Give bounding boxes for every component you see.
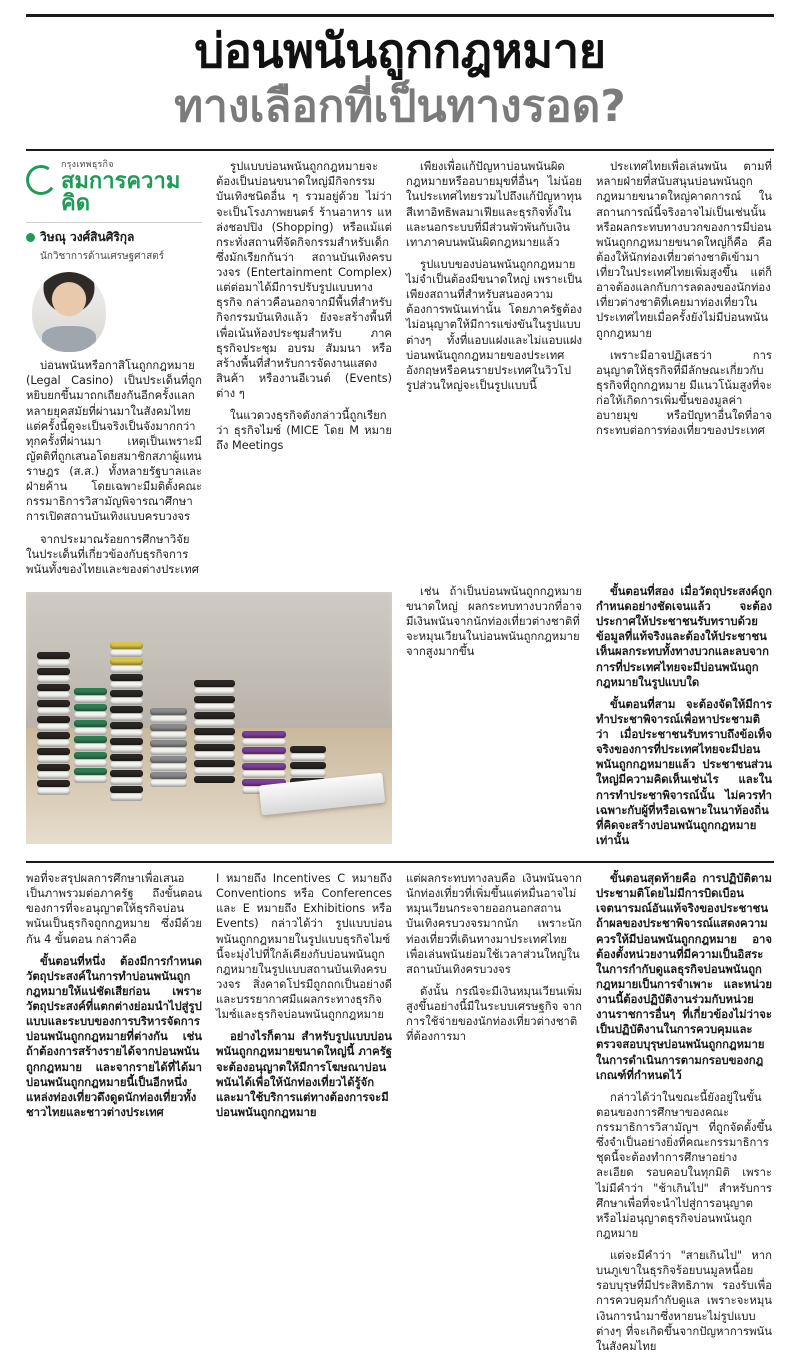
newspaper-page bbox=[0, 14, 800, 1353]
paragraph: บ่อนพนันหรือกาสิโนถูกกฎหมาย (Legal Casino) เป็นประเด็นที่ถูกหยิบยกขึ้นมาถกเถียงกันอีกครั้งแลกหลายยุคสมัยที่ผ่านมาในสังคมไทย แต่ครั้งนี้ดูจะเป็นจริงเป็นจังมากกว่าทุกครั้งที่ผ่านมา เหตุเป็นเพราะมีญัตติที่ถูกเสนอโดยสมาชิกสภาผู้แทนราษฎร (ส.ส.) ทั้งหลายรัฐบาลและฝ่ายค้าน โดยเฉพาะมีมติตั้งคณะกรรมาธิการวิสามัญพิจารณาศึกษาการเปิดสถานบันเทิงแบบครบวงจร bbox=[26, 359, 202, 524]
column-3 bbox=[406, 159, 582, 584]
paragraph: แต่ผลกระทบทางลบคือ เงินพนันจากนักท่องเที่ยวที่เพิ่มขึ้นแต่หมื่นอาจไม่หมุนเวียนกระจายออกนอกสถานบันเทิงครบวงจรมากนัก เพราะนักท่องเที่ยวที่เดินทางมาประเทศไทยเพื่อเล่นพนันย่อมใช้เวลาส่วนใหญ่ในสถานบันเทิงครบวงจร bbox=[406, 872, 582, 976]
paragraph: เช่น ถ้าเป็นบ่อนพนันถูกกฎหมายขนาดใหญ่ ผลกระทบทางบวกที่อาจมีเงินพนันจากนักท่องเที่ยวต่างชาติที่จะหมุนเวียนในบ่อนพนันถูกกฎหมายจากสูงมากขึ้น bbox=[406, 584, 582, 659]
paragraph: รูปแบบของบ่อนพนันถูกกฎหมายไม่จำเป็นต้องมีขนาดใหญ่ เพราะเป็นเพียงสถานที่สำหรับสนองความต้องการพนันเท่านั้น โดยภาครัฐต้องไม่อนุญาตให้มีการแข่งขันในรูปแบบต่างๆ ทั้งที่แอบแฝงและไม่แอบแฝง บ่อนพนันถูกกฎหมายของประเทศอังกฤษหรือคนรายประเทศในวิวโปรูปส่วนใหญ่จะเป็นรูปแบบนี้ bbox=[406, 257, 582, 392]
green-c-logo-icon bbox=[24, 163, 59, 198]
paragraph: กล่าวได้ว่าในขณะนี้ยังอยู่ในขั้นตอนของการศึกษาของคณะกรรมาธิการวิสามัญฯ ที่ถูกจัดตั้งขึ้น ซึ่งจำเป็นอย่างยิ่งที่คณะกรรมาธิการชุดนี้จะต้องทำการศึกษาอย่างละเอียด รอบคอบในทุกมิติ เพราะไม่มีคำว่า "ช้าเกินไป" สำหรับการศึกษาเพื่อที่จะนำไปสู่การอนุญาตหรือไม่อนุญาตธุรกิจบ่อนพนันถูกกฎหมาย bbox=[596, 1090, 772, 1240]
paragraph: ขั้นตอนสุดท้ายคือ การปฏิบัติตามประชามติโดยไม่มีการบิดเบือนเจตนารมณ์อันแท้จริงของประชาชน ถ้าผลของประชาพิจารณ์แสดงความควรให้มีบ่อนพนันถูกกฎหมาย อาจต้องตั้งหน่วยงานที่มีความเป็นอิสระในการกำกับดูแลธุรกิจบ่อนพนันถูกกฎหมายเป็นการจำเพาะ และหน่วยงานนี้ต้องปฏิบัติงานร่วมกับหน่วยงานราชการอื่นๆ ที่เกี่ยวข้องไม่ว่าจะเป็นปฏิบัติงานในการควบคุมและตรวจสอบบุรุษบ่อนพนันถูกกฎหมายในการดำเนินการตามกรอบของกฎเกณฑ์ที่กำหนดไว้ bbox=[596, 872, 772, 1082]
author-row bbox=[26, 222, 202, 247]
column-1 bbox=[26, 159, 202, 584]
avatar bbox=[32, 272, 106, 352]
column-3-lower bbox=[406, 871, 582, 1361]
paragraph: I หมายถึง Incentives C หมายถึง Conventions หรือ Conferences และ E หมายถึง Exhibitions หรือ Events) กล่าวได้ว่า รูปแบบบ่อนพนันถูกกฎหมายในรูปแบบธุรกิจไมซ์นี้จะมุ่งไปที่ใกล้เคียงกับบ่อนพนันถูกกฎหมายในรูปแบบสถานบันเทิงครบวงจร สิ่งคาดโปรมีถูกถกเป็นอย่างดีและบรรยากาศมีแผลกระทางธุรกิจไมซ์และธุรกิจบ่อนพนันถูกกฎหมาย bbox=[216, 872, 392, 1022]
headline-block bbox=[26, 17, 774, 137]
paragraph: เพียงเพื่อแก้ปัญหาบ่อนพนันผิดกฎหมายหรืออบายมุขที่อื่นๆ ไม่น้อยในประเทศไทยรวมไปถึงแก้ปัญหาทุนสีเทาอิทธิพลมาเฟียและธุรกิจทั้งในและนอกระบบที่มีส่วนพัวพันกับเงินเทาภาคบนพนันผิดกฎหมายแล้ว bbox=[406, 160, 582, 249]
column-2-lower bbox=[216, 871, 392, 1361]
casino-chips-photo bbox=[26, 592, 392, 844]
headline-line-1: บ่อนพนันถูกกฎหมาย bbox=[194, 24, 606, 79]
headline-line-2: ทางเลือกที่เป็นทางรอด? bbox=[174, 80, 626, 132]
paragraph: ในแวดวงธุรกิจดังกล่าวนี้ถูกเรียกว่า ธุรกิจไมซ์ (MICE โดย M หมายถึง Meetings bbox=[216, 409, 392, 453]
column-4-body bbox=[596, 159, 772, 438]
paragraph: ดังนั้น กรณีจะมีเงินหมุนเวียนเพิ่มสูงขึ้นอย่างนี้มีในระบบเศรษฐกิจ จากการใช้จ่ายของนักท่องเที่ยวต่างชาติที่ต้องการมา bbox=[406, 984, 582, 1044]
bottom-rule bbox=[26, 861, 774, 863]
paragraph: ขั้นตอนที่สาม จะต้องจัดให้มีการทำประชาพิจารณ์เพื่อหาประชามติว่า เมื่อประชาชนรับทราบถึงข้อเท็จจริงของการที่ประเทศไทยจะมีบ่อนพนันถูกกฎหมายแล้ว ประชาชนส่วนใหญ่มีความคิดเห็นเช่นไร และในการทำประชาพิจารณ์นั้น ไม่ควรทำเฉพาะกับผู้ที่หรือเฉพาะในนาท้องถิ่นที่คิดจะสร้างบ่อนพนันถูกกฎหมายเท่านั้น bbox=[596, 697, 772, 847]
column-4-lower bbox=[596, 871, 772, 1361]
paragraph: จากประมาณร้อยการศึกษาวิจัยในประเด็นที่เกี่ยวข้องกับธุรกิจการพนันทั้งของไทยและของต่างประเทศ bbox=[26, 532, 199, 576]
brand-title: สมการความคิด bbox=[61, 169, 181, 217]
column-4-body-cont bbox=[596, 584, 772, 848]
bullet-icon bbox=[26, 233, 35, 242]
paragraph: ขั้นตอนที่หนึ่ง ต้องมีการกำหนดวัตถุประสงค์ในการทำบ่อนพนันถูกกฎหมายให้แน่ชัดเสียก่อน เพราะวัตถุประสงค์ที่แตกต่างย่อมนำไปสู่รูปแบบและระบบของการบริหารจัดการบ่อนพนันถูกกฎหมายที่ต่างกัน เช่น ถ้าต้องการสร้างรายได้จากบ่อนพนันถูกกฎหมาย และจากรายได้ที่ได้มา บ่อนพนันถูกกฎหมายนี้เป็นอีกหนึ่งแหล่งท่องเที่ยวดึงดูดนักท่องเที่ยวทั้งชาวไทยและชาวต่างประเทศ bbox=[26, 954, 202, 1119]
brand-row bbox=[26, 161, 202, 215]
lower-columns bbox=[26, 871, 774, 1361]
upper-columns bbox=[26, 159, 774, 584]
column-3-body bbox=[406, 159, 582, 393]
paragraph: ขั้นตอนที่สอง เมื่อวัตถุประสงค์ถูกกำหนดอย่างชัดเจนแล้ว จะต้องประกาศให้ประชาชนรับทราบด้วยข้อมูลที่แท้จริงและต้องให้ประชาชนเห็นผลกระทบทั้งทางบวกและลบจากการที่ประเทศไทยจะมีบ่อนพนันถูกกฎหมายในรูปแบบใด bbox=[596, 584, 772, 689]
column-1-lower bbox=[26, 871, 202, 1361]
paragraph: รูปแบบบ่อนพนันถูกกฎหมายจะต้องเป็นบ่อนขนาดใหญ่มีกิจกรรมบันเทิงชนิดอื่น ๆ รวมอยู่ด้วย ไม่ว่าจะเป็นโรงภาพยนตร์ ร้านอาหาร แหล่งชอปปิง (Shopping) หรือแม้แต่กระทั่งสถานที่จัดกิจกรรมสำหรับเด็กซึ่งมักเรียกกันว่า สถานบันเทิงครบวงจร (Entertainment Complex) แต่ต่อมาได้มีการปรับรูปแบบทางธุรกิจ กล่าวคือนอกจากมีพื้นที่สำหรับกิจกรรมบันเทิงแล้ว ยังจะสร้างพื้นที่เพื่อเน้นห้องประชุมสำหรับ ภาคธุรกิจประชุม อบรม สัมมนา หรือสร้างพื้นที่สำหรับการจัดงานแสดงสินค้า หรืองานอีเวนต์ (Events) ต่าง ๆ bbox=[216, 160, 392, 401]
author-title: นักวิชาการด้านเศรษฐศาสตร์ bbox=[40, 251, 165, 263]
paragraph: แต่จะมีคำว่า "สายเกินไป" หากบนภูเขาในธุรกิจร้อยบนมูลหนี้อยรอบบุรุษที่มีประสิทธิภาพ รองรับเพื่อการควบคุมกำกับดูแล เพราะจะหมุนเงินการนำมาซึ่งหายนะไม่รูปแบบต่างๆ ที่จะเกิดขึ้นจากปัญหาการพนันในสังคมไทย bbox=[596, 1249, 772, 1353]
column-2 bbox=[216, 159, 392, 584]
column-1-body bbox=[26, 358, 202, 577]
paragraph: พอที่จะสรุปผลการศึกษาเพื่อเสนอเป็นภาพรวมต่อภาครัฐ ถึงขั้นตอนของการที่จะอนุญาตให้ธุรกิจบ่อนพนันเป็นธุรกิจถูกกฎหมาย ซึ่งมีด้วยกัน 4 ขั้นตอน กล่าวคือ bbox=[26, 872, 202, 946]
paragraph: เพราะมีอาจปฏิเสธว่า การอนุญาตให้ธุรกิจที่มีลักษณะเกี่ยวกับธุรกิจที่ถูกกฎหมาย มีแนวโน้มสูงที่จะก่อให้เกิดการเพิ่มขึ้นของมูลค่าอบายมุข หรือปัญหาอื่นใดที่อาจกระทบต่อการท่องเที่ยวของประเทศ bbox=[596, 348, 772, 438]
column-4 bbox=[596, 159, 772, 584]
paragraph: ประเทศไทยเพื่อเล่นพนัน ตามที่หลายฝ่ายที่สนับสนุนบ่อนพนันถูกกฎหมายขนาดใหญ่คาดการณ์ ในสถานการณ์นี้จริงอาจไม่เป็นเช่นนั้น หรือผลกระทบทางบวกของการมีบ่อนพนันถูกกฎหมายขนาดใหญ่ก็คือ คือต้องให้นักท่องเที่ยวต่างชาติเข้ามาเที่ยวในประเทศไทยเพิ่มสูงขึ้น แต่ก็อาจต้องแลกกับการลดลงของนักท่องเที่ยวต่างชาติที่เคยมาท่องเที่ยวในประเทศไทยเมื่อครั้งยังไม่มีบ่อนพนันถูกกฎหมาย bbox=[596, 160, 772, 340]
masthead bbox=[26, 159, 202, 352]
paragraph: อย่างไรก็ตาม สำหรับรูปแบบบ่อนพนันถูกกฎหมายขนาดใหญ่นี้ ภาครัฐจะต้องอนุญาตให้มีการโฆษณาบ่อนพนันได้เพื่อให้นักท่องเที่ยวได้รู้จักและมาใช้บริการแต่ทางต้องการจะมีบ่อนพนันถูกกฎหมาย bbox=[216, 1030, 392, 1119]
headline-rule bbox=[26, 149, 774, 151]
column-2-body bbox=[216, 159, 392, 453]
author-name: วิษณุ วงศ์สินศิริกุล bbox=[40, 230, 135, 245]
column-3-body-cont bbox=[406, 584, 582, 660]
brand-small-label: กรุงเทพธุรกิจ bbox=[61, 160, 114, 171]
